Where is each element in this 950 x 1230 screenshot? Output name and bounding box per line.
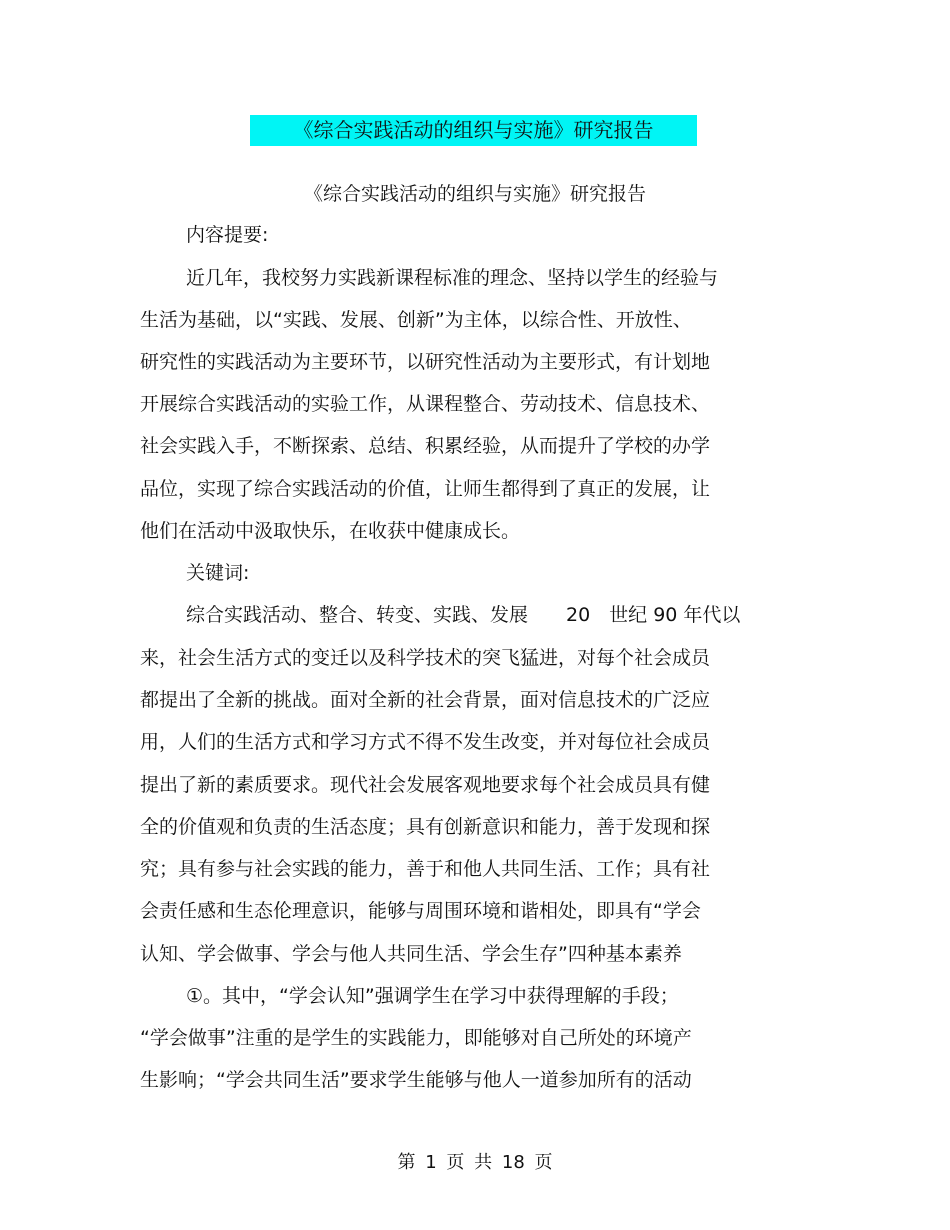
footer-total-pages: 18 [501, 1152, 525, 1173]
document-title: 《综合实践活动的组织与实施》研究报告 [303, 183, 646, 205]
footer-prefix: 第 [397, 1152, 416, 1173]
paragraph-line: 社会实践入手，不断探索、总结、积累经验，从而提升了学校的办学 [140, 435, 711, 457]
paragraph-line: ①。其中，“学会认知”强调学生在学习中获得理解的手段； [186, 985, 679, 1007]
paragraph-line: 用，人们的生活方式和学习方式不得不发生改变，并对每位社会成员 [140, 731, 711, 753]
paragraph-line: 他们在活动中汲取快乐，在收获中健康成长。 [140, 520, 521, 542]
footer-page-label: 页 [446, 1152, 465, 1173]
footer-total-label: 共 [474, 1152, 493, 1173]
paragraph-line: 品位，实现了综合实践活动的价值，让师生都得到了真正的发展，让 [140, 478, 711, 500]
header-title: 《综合实践活动的组织与实施》研究报告 [250, 115, 697, 146]
paragraph-line: 开展综合实践活动的实验工作，从课程整合、劳动技术、信息技术、 [140, 393, 711, 415]
paragraph-line: 关键词: [186, 562, 250, 584]
paragraph-line: 提出了新的素质要求。现代社会发展客观地要求每个社会成员具有健 [140, 774, 711, 796]
page-footer [0, 1151, 950, 1175]
paragraph-line: 都提出了全新的挑战。面对全新的社会背景，面对信息技术的广泛应 [140, 689, 711, 711]
footer-suffix: 页 [534, 1152, 553, 1173]
paragraph-line: 生活为基础，以“实践、发展、创新”为主体，以综合性、开放性、 [140, 309, 692, 331]
paragraph-line: 认知、学会做事、学会与他人共同生活、学会生存”四种基本素养 [140, 943, 682, 965]
footer-page-number: 1 [425, 1152, 437, 1173]
paragraph-line: 生影响；“学会共同生活”要求学生能够与他人一道参加所有的活动 [140, 1069, 692, 1091]
paragraph-line: 全的价值观和负责的生活态度；具有创新意识和能力，善于发现和探 [140, 816, 711, 838]
paragraph-line: “学会做事”注重的是学生的实践能力，即能够对自己所处的环境产 [140, 1027, 692, 1049]
paragraph-line: 究；具有参与社会实践的能力，善于和他人共同生活、工作；具有社 [140, 858, 711, 880]
paragraph-line: 来，社会生活方式的变迁以及科学技术的突飞猛进，对每个社会成员 [140, 647, 711, 669]
paragraph-line: 综合实践活动、整合、转变、实践、发展 20 世纪 90 年代以 [186, 604, 741, 626]
paragraph-line: 会责任感和生态伦理意识，能够与周围环境和谐相处，即具有“学会 [140, 900, 701, 922]
paragraph-line: 研究性的实践活动为主要环节，以研究性活动为主要形式，有计划地 [140, 351, 711, 373]
paragraph-line: 内容提要: [186, 224, 269, 246]
paragraph-line: 近几年，我校努力实践新课程标准的理念、坚持以学生的经验与 [186, 267, 719, 289]
